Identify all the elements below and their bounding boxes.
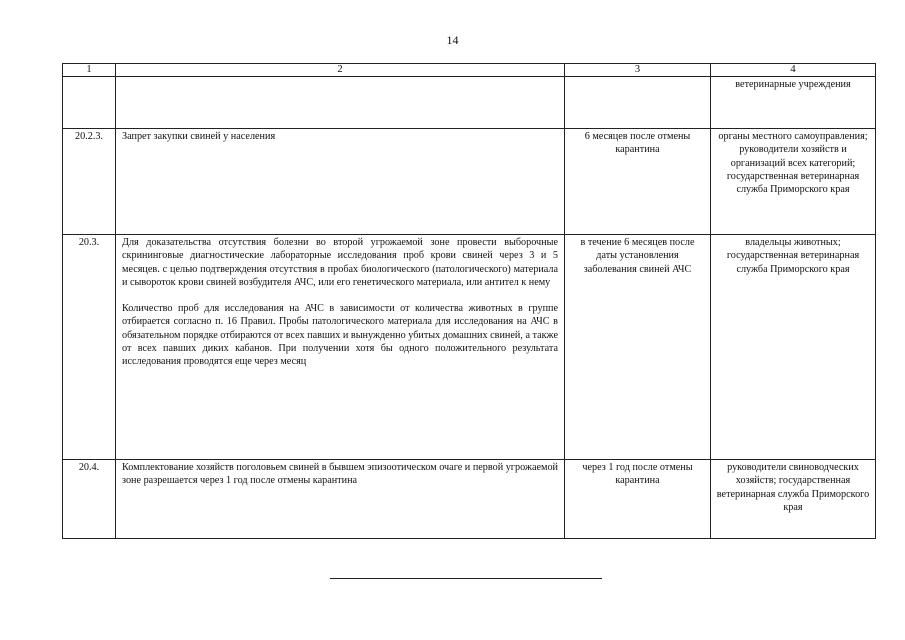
responsible-parties: владельцы животных; государственная ветеринарная служба Приморского края (711, 235, 876, 460)
responsible-parties: ветеринарные учреждения (711, 77, 876, 129)
table-row (63, 235, 876, 460)
column-header-4: 4 (711, 64, 876, 77)
item-number: 20.4. (63, 460, 116, 539)
column-header-3: 3 (565, 64, 711, 77)
measure-description (116, 235, 565, 460)
item-number (63, 77, 116, 129)
description-paragraph: Комплектование хозяйств поголовьем свиней в бывшем эпизоотическом очаге и первой угрожаемой зоне разрешается через 1 год после отмены карантина (122, 462, 558, 487)
measure-description (116, 460, 565, 539)
table-row (63, 129, 876, 235)
footer-divider (330, 578, 602, 579)
table-header (63, 64, 876, 77)
column-header-2: 2 (116, 64, 565, 77)
item-number: 20.2.3. (63, 129, 116, 235)
table-header-row (63, 64, 876, 77)
measure-description (116, 77, 565, 129)
responsible-parties: руководители свиноводческих хозяйств; государственная ветеринарная служба Приморского края (711, 460, 876, 539)
column-header-1: 1 (63, 64, 116, 77)
responsible-parties: органы местного самоуправления; руководители хозяйств и организаций всех категорий; государственная ветеринарная служба Приморского края (711, 129, 876, 235)
description-paragraph: Запрет закупки свиней у населения (122, 131, 276, 142)
description-paragraph: Для доказательства отсутствия болезни во второй угрожаемой зоне провести выборочные скрининговые диагностические лабораторные исследования проб крови свиней через 3 и 5 месяцев. с целью подтверждения отсутствия в пробах биологического (патологического) материала и сывороток крови свиней возбудителя АЧС, или его генетического материала, или антител к нему (122, 237, 558, 288)
table-body (63, 77, 876, 539)
measure-term: через 1 год после отмены карантина (565, 460, 711, 539)
table-row (63, 77, 876, 129)
measure-term: 6 месяцев после отмены карантина (565, 129, 711, 235)
page-number: 14 (446, 33, 459, 47)
measures-table (62, 63, 876, 539)
measure-term (565, 77, 711, 129)
item-number: 20.3. (63, 235, 116, 460)
measure-description (116, 129, 565, 235)
table-row (63, 460, 876, 539)
measure-term: в течение 6 месяцев после даты установления заболевания свиней АЧС (565, 235, 711, 460)
description-paragraph: Количество проб для исследования на АЧС в зависимости от количества животных в группе отбирается согласно п. 16 Правил. Пробы патологического материала для исследования на АЧС в обязательном порядке отбираются от всех павших и вынужденно убитых домашних свиней, а также от всех павших диких кабанов. При получении хотя бы одного положительного результата исследования проводятся еще через месяц (122, 303, 558, 368)
